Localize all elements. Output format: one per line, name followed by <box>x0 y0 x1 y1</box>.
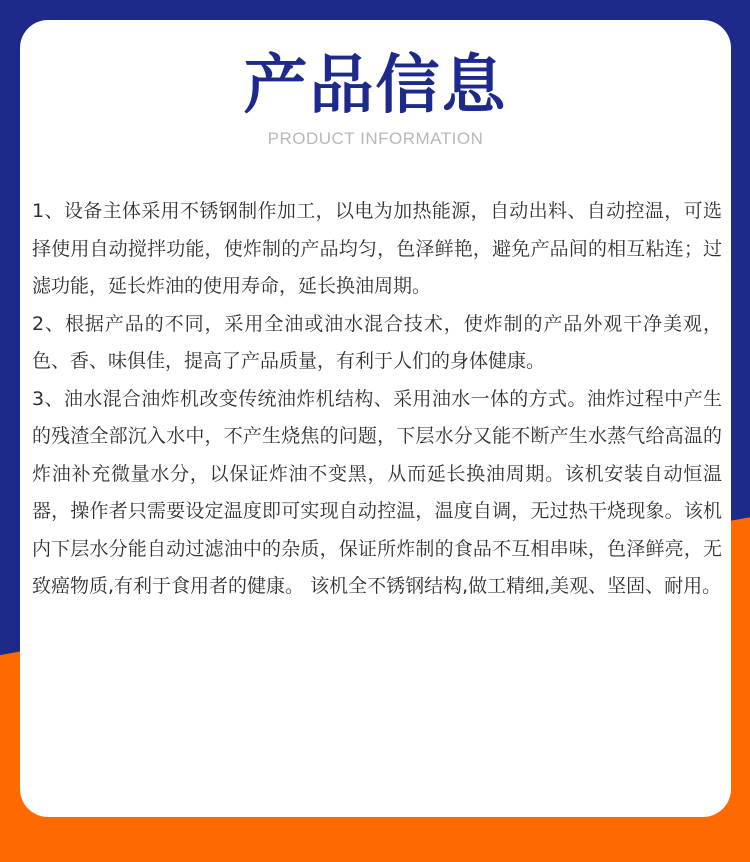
page-title: 产品信息 <box>243 49 508 123</box>
paragraph-2: 2、根据产品的不同，采用全油或油水混合技术，使炸制的产品外观干净美观，色、香、味俱佳，提高了产品质量，有利于人们的身体健康。 <box>32 312 722 372</box>
paragraph-3: 3、油水混合油炸机改变传统油炸机结构、采用油水一体的方式。油炸过程中产生的残渣全部沉入水中，不产生烧焦的问题，下层水分又能不断产生水蒸气给高温的炸油补充微量水分，以保证炸油不变黑，从而延长换油周期。该机安装自动恒温器，操作者只需要设定温度即可实现自动控温，温度自调，无过热干烧现象。该机内下层水分能自动过滤油中的杂质，保证所炸制的食品不互相串味，色泽鲜亮，无致癌物质,有利于食用者的健康。 该机全不锈钢结构,做工精细,美观、坚固、耐用。 <box>32 387 722 597</box>
info-card <box>20 20 731 817</box>
paragraph-1: 1、设备主体采用不锈钢制作加工，以电为加热能源，自动出料、自动控温，可选择使用自动搅拌功能，使炸制的产品均匀，色泽鲜艳，避免产品间的相互粘连；过滤功能，延长炸油的使用寿命，延长换油周期。 <box>32 200 722 297</box>
page-subtitle: PRODUCT INFORMATION <box>267 129 484 148</box>
product-description <box>32 193 722 606</box>
